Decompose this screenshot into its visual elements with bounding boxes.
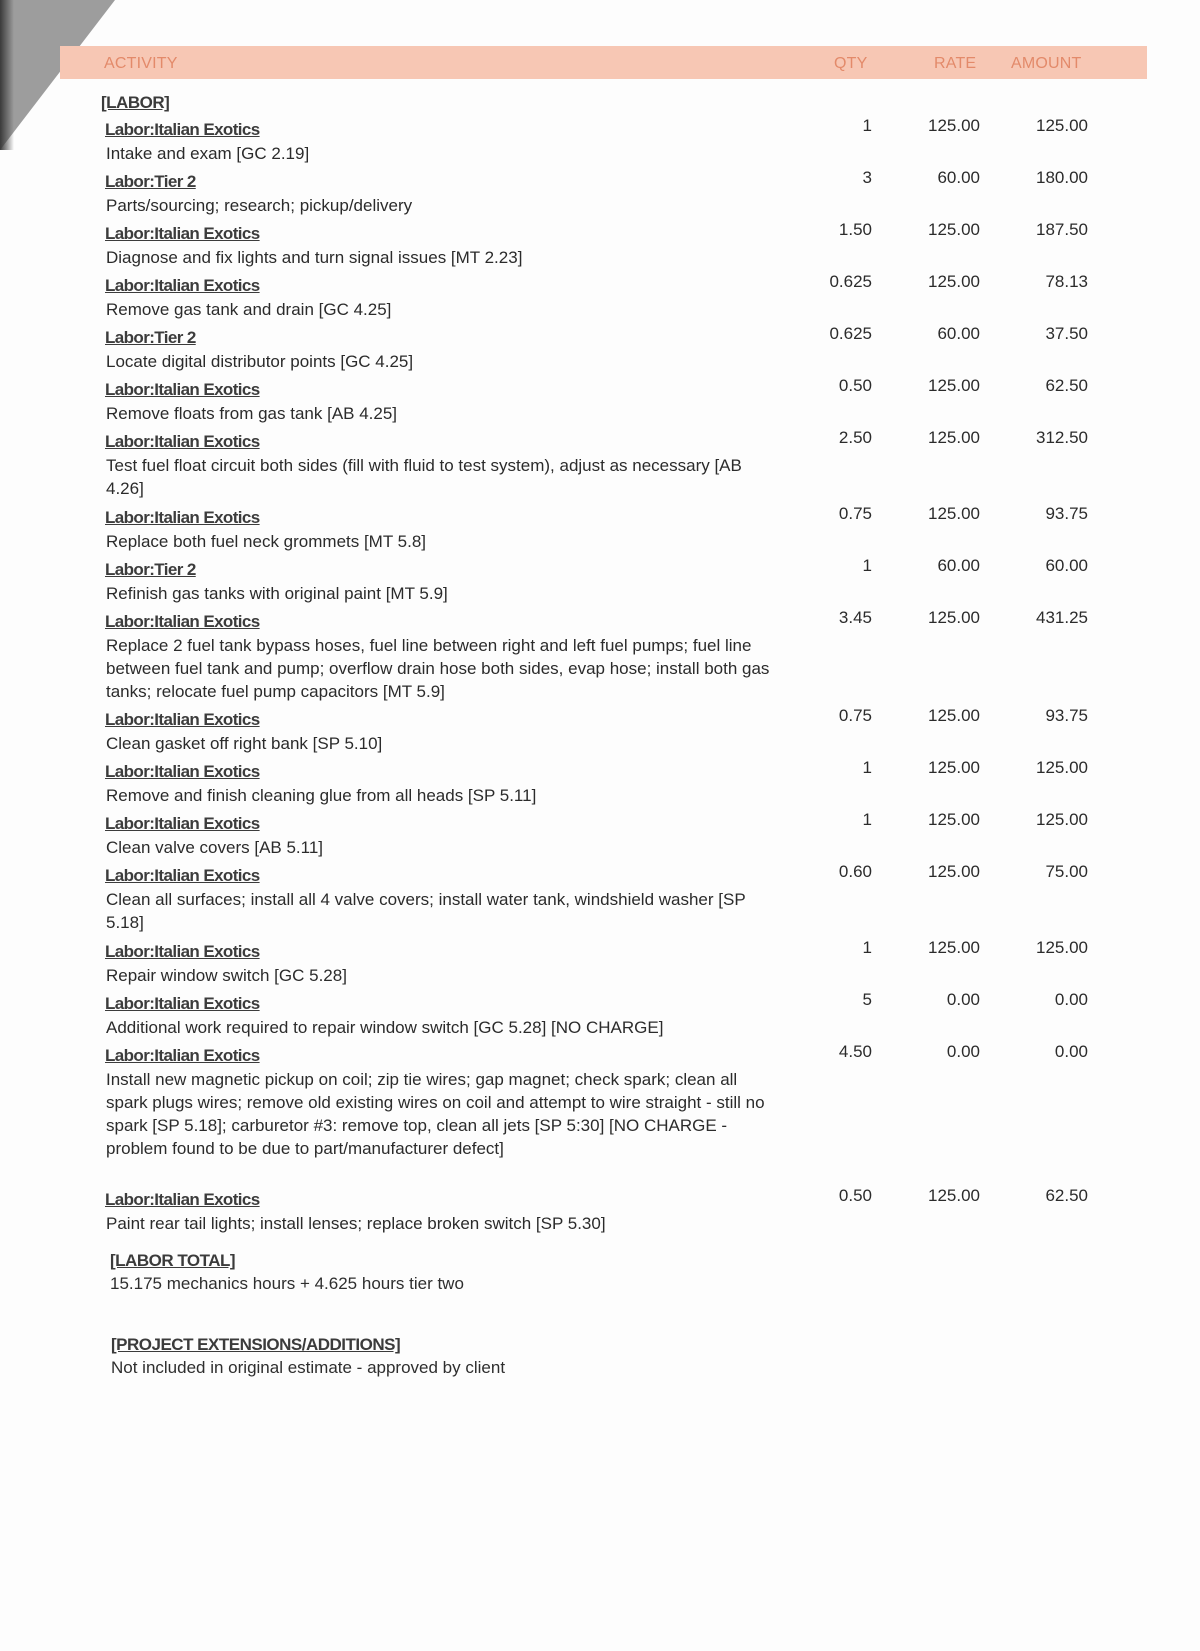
line-item-description: Test fuel float circuit both sides (fill with fluid to test system), adjust as necessary [AB 4.26] [106,456,742,498]
line-item-name: Labor:Italian Exotics [105,380,260,399]
line-item-name: Labor:Italian Exotics [105,762,260,781]
line-item-qty: 0.75 [838,706,872,725]
line-item-rate: 60.00 [937,556,980,575]
line-item-qty: 1 [862,116,872,135]
line-item-description: Refinish gas tanks with original paint [MT 5.9] [106,584,448,603]
line-item-qty: 1.50 [838,220,872,239]
line-item-amount: 125.00 [1036,758,1088,777]
extensions-label: [PROJECT EXTENSIONS/ADDITIONS] [111,1335,401,1354]
line-item-amount: 0.00 [1054,990,1088,1009]
line-item-qty: 2.50 [838,428,872,447]
line-item-qty: 1 [862,810,872,829]
line-item-name: Labor:Italian Exotics [105,612,260,631]
line-item-qty: 3 [862,168,872,187]
line-item-description: Remove and finish cleaning glue from all heads [SP 5.11] [106,786,537,805]
line-item-amount: 78.13 [1045,272,1088,291]
labor-section-label: [LABOR] [101,93,170,112]
line-item-description: Parts/sourcing; research; pickup/delivery [106,196,413,215]
header-qty: QTY [834,55,868,72]
line-item-description: Clean all surfaces; install all 4 valve covers; install water tank, windshield washer [SP 5.18] [106,890,746,932]
line-item-rate: 125.00 [928,376,980,395]
line-item-name: Labor:Tier 2 [105,328,196,347]
line-item-description: Install new magnetic pickup on coil; zip tie wires; gap magnet; check spark; clean all spark plugs wires; remove old existing wires on coil and attempt to wire straight - still no spark [SP 5.18]; carburetor #3: remove top, clean all jets [SP 5:30] [NO CHARGE - problem found to be due to part/manufacturer defect] [106,1070,765,1158]
line-item-rate: 125.00 [928,272,980,291]
line-item-description: Repair window switch [GC 5.28] [106,966,347,985]
line-item-qty: 1 [862,556,872,575]
line-item-description: Remove gas tank and drain [GC 4.25] [106,300,392,319]
line-item-amount: 37.50 [1045,324,1088,343]
line-item-name: Labor:Italian Exotics [105,276,260,295]
line-item-rate: 125.00 [928,938,980,957]
extensions-note: Not included in original estimate - approved by client [111,1358,506,1377]
line-item-name: Labor:Italian Exotics [105,508,260,527]
line-item-rate: 125.00 [928,116,980,135]
line-item-name: Labor:Tier 2 [105,560,196,579]
line-item-name: Labor:Italian Exotics [105,432,260,451]
line-item-qty: 3.45 [838,608,872,627]
line-item-name: Labor:Italian Exotics [105,1190,260,1209]
line-item-qty: 1 [862,758,872,777]
line-item-rate: 125.00 [928,758,980,777]
line-item-rate: 125.00 [928,504,980,523]
line-item-amount: 312.50 [1036,428,1088,447]
line-item-description: Intake and exam [GC 2.19] [106,144,310,163]
line-item-name: Labor:Italian Exotics [105,866,260,885]
line-item-rate: 125.00 [928,1186,980,1205]
line-item-name: Labor:Tier 2 [105,172,196,191]
header-activity: ACTIVITY [104,55,178,72]
line-item-amount: 62.50 [1045,1186,1088,1205]
line-item-qty: 0.625 [829,324,872,343]
line-item-rate: 0.00 [946,1042,980,1061]
line-item-name: Labor:Italian Exotics [105,814,260,833]
line-item-amount: 0.00 [1054,1042,1088,1061]
line-item-name: Labor:Italian Exotics [105,120,260,139]
line-item-description: Locate digital distributor points [GC 4.25] [106,352,414,371]
line-item-rate: 60.00 [937,324,980,343]
line-item-name: Labor:Italian Exotics [105,942,260,961]
labor-total-label: [LABOR TOTAL] [110,1251,236,1270]
line-item-amount: 431.25 [1036,608,1088,627]
line-item-amount: 62.50 [1045,376,1088,395]
line-item-description: Diagnose and fix lights and turn signal issues [MT 2.23] [106,248,523,267]
line-item-qty: 0.50 [838,1186,872,1205]
table-header-bar [60,46,1147,79]
line-item-description: Paint rear tail lights; install lenses; replace broken switch [SP 5.30] [106,1214,606,1233]
line-item-name: Labor:Italian Exotics [105,710,260,729]
line-item-rate: 125.00 [928,810,980,829]
line-item-description: Clean valve covers [AB 5.11] [106,838,324,857]
line-item-rate: 125.00 [928,220,980,239]
line-item-rate: 125.00 [928,428,980,447]
line-item-amount: 93.75 [1045,504,1088,523]
line-item-description: Replace 2 fuel tank bypass hoses, fuel line between right and left fuel pumps; fuel line between fuel tank and pump; overflow drain hose both sides, evap hose; install both gas tanks; relocate fuel pump capacitors [MT 5.9] [106,636,770,701]
line-item-name: Labor:Italian Exotics [105,1046,260,1065]
line-item-description: Additional work required to repair window switch [GC 5.28] [NO CHARGE] [106,1018,664,1037]
line-item-rate: 125.00 [928,862,980,881]
line-item-description: Clean gasket off right bank [SP 5.10] [106,734,383,753]
line-item-amount: 60.00 [1045,556,1088,575]
line-item-description: Remove floats from gas tank [AB 4.25] [106,404,398,423]
line-item-rate: 60.00 [937,168,980,187]
line-item-amount: 187.50 [1036,220,1088,239]
line-item-rate: 125.00 [928,706,980,725]
header-rate: RATE [934,55,977,72]
line-item-amount: 75.00 [1045,862,1088,881]
labor-total-note: 15.175 mechanics hours + 4.625 hours tier two [110,1274,464,1293]
line-item-qty: 0.625 [829,272,872,291]
line-item-qty: 0.75 [838,504,872,523]
line-item-rate: 0.00 [946,990,980,1009]
line-item-qty: 4.50 [838,1042,872,1061]
line-item-amount: 125.00 [1036,116,1088,135]
line-item-amount: 93.75 [1045,706,1088,725]
line-item-name: Labor:Italian Exotics [105,994,260,1013]
line-item-amount: 125.00 [1036,938,1088,957]
line-item-qty: 1 [862,938,872,957]
line-item-qty: 0.60 [838,862,872,881]
line-item-rate: 125.00 [928,608,980,627]
line-item-amount: 180.00 [1036,168,1088,187]
line-item-amount: 125.00 [1036,810,1088,829]
line-item-qty: 5 [862,990,872,1009]
line-item-description: Replace both fuel neck grommets [MT 5.8] [106,532,427,551]
corner-shadow [0,0,14,150]
header-amount: AMOUNT [1011,55,1082,72]
line-item-qty: 0.50 [838,376,872,395]
line-item-name: Labor:Italian Exotics [105,224,260,243]
